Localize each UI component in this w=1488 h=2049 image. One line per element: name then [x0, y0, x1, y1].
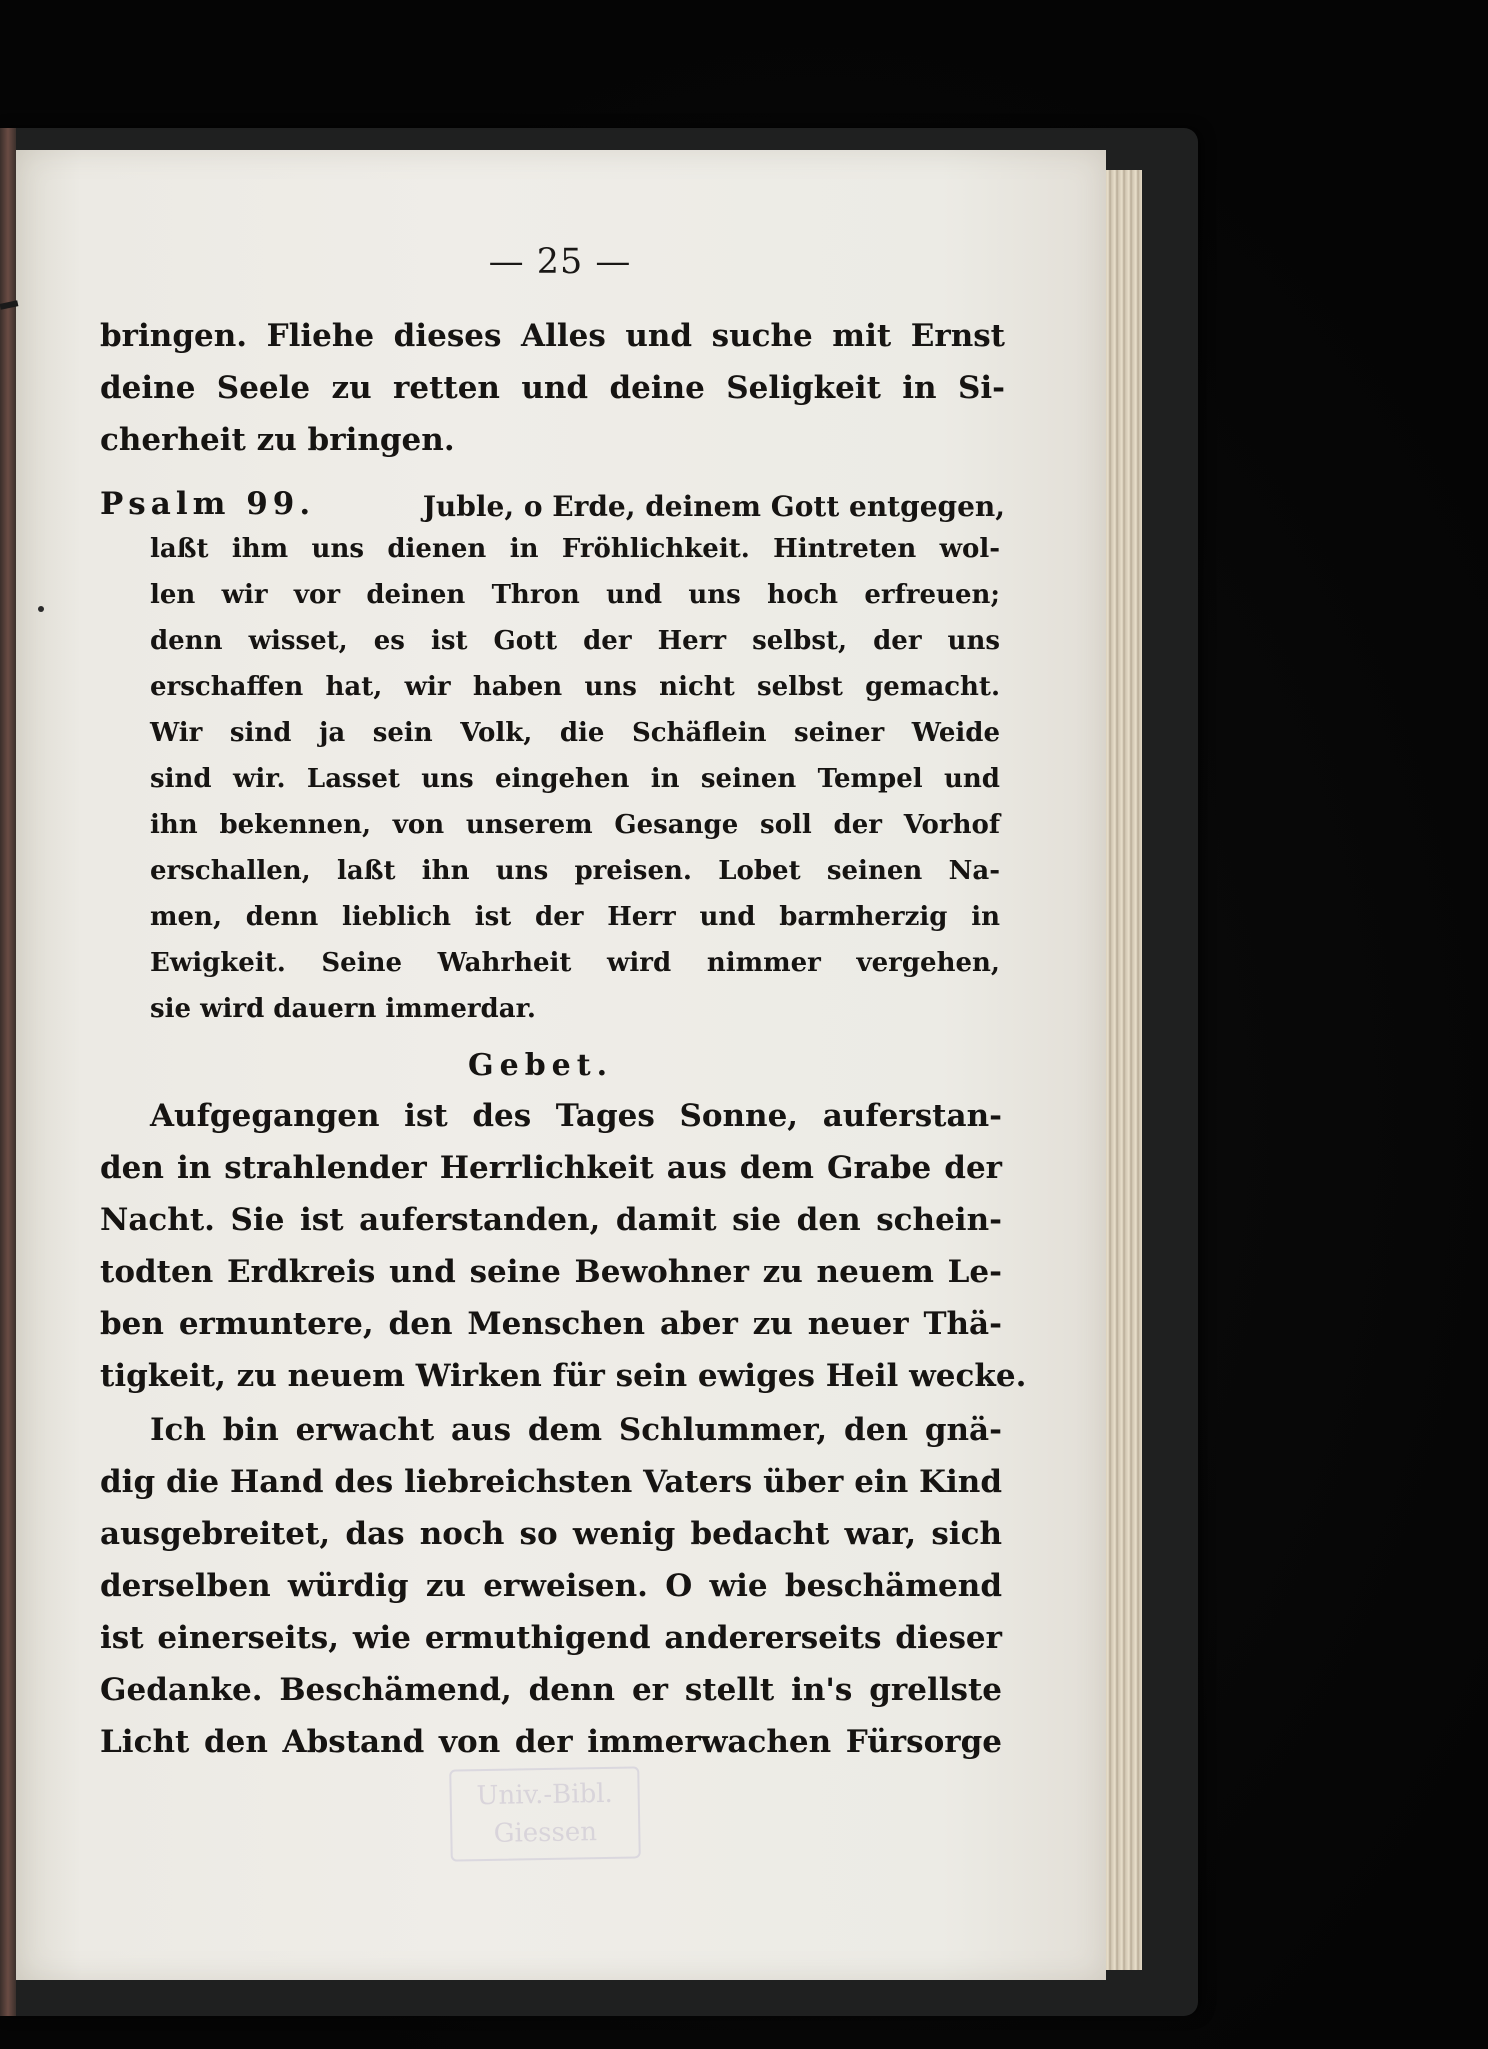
psalm-line: ihn bekennen, von unserem Gesange soll der Vorhof: [150, 810, 1000, 840]
psalm-line: denn wisset, es ist Gott der Herr selbst, der uns: [150, 626, 1000, 656]
prayer-line: todten Erdkreis und seine Bewohner zu neuem Le-: [100, 1254, 1002, 1290]
library-stamp-text: Univ.-Bibl. Giessen: [476, 1778, 614, 1849]
prayer-line: Gedanke. Beschämend, denn er stellt in's grellste: [100, 1672, 1002, 1708]
prayer-line: Licht den Abstand von der immerwachen Fürsorge: [100, 1724, 1002, 1760]
library-stamp: [449, 1766, 641, 1861]
psalm-line: men, denn lieblich ist der Herr und barmherzig in: [150, 902, 1000, 932]
prayer-line: den in strahlender Herrlichkeit aus dem Grabe der: [100, 1150, 1002, 1186]
page-number: — 25 —: [488, 242, 632, 282]
prayer-line: ist einerseits, wie ermuthigend andererseits dieser: [100, 1620, 1002, 1656]
intro-line: deine Seele zu retten und deine Seligkeit in Si-: [100, 370, 1005, 406]
prayer-line: ausgebreitet, das noch so wenig bedacht war, sich: [100, 1516, 1002, 1552]
intro-line: cherheit zu bringen.: [100, 422, 455, 458]
psalm-line: sie wird dauern immerdar.: [150, 994, 536, 1024]
prayer-line: Aufgegangen ist des Tages Sonne, auferstan-: [150, 1098, 1002, 1134]
margin-dot: [38, 606, 44, 612]
book-spine: [0, 128, 16, 2016]
prayer-heading: Gebet.: [468, 1048, 614, 1083]
psalm-line: erschaffen hat, wir haben uns nicht selbst gemacht.: [150, 672, 1000, 702]
prayer-line: ben ermuntere, den Menschen aber zu neuer Thä-: [100, 1306, 1002, 1342]
psalm-first-line: [100, 486, 1005, 523]
prayer-line: tigkeit, zu neuem Wirken für sein ewiges Heil wecke.: [100, 1358, 1027, 1394]
psalm-line: Ewigkeit. Seine Wahrheit wird nimmer vergehen,: [150, 948, 1000, 978]
psalm-line: erschallen, laßt ihn uns preisen. Lobet seinen Na-: [150, 856, 1000, 886]
prayer-line: Ich bin erwacht aus dem Schlummer, den gnä-: [150, 1412, 1002, 1448]
psalm-line: Juble, o Erde, deinem Gott entgegen,: [422, 490, 1005, 523]
psalm-line: Wir sind ja sein Volk, die Schäflein seiner Weide: [150, 718, 1000, 748]
psalm-label: Psalm 99.: [100, 486, 316, 522]
prayer-line: Nacht. Sie ist auferstanden, damit sie den schein-: [100, 1202, 1002, 1238]
prayer-line: dig die Hand des liebreichsten Vaters über ein Kind: [100, 1464, 1002, 1500]
psalm-line: sind wir. Lasset uns eingehen in seinen Tempel und: [150, 764, 1000, 794]
psalm-line: laßt ihm uns dienen in Fröhlichkeit. Hintreten wol-: [150, 534, 1000, 564]
psalm-line: len wir vor deinen Thron und uns hoch erfreuen;: [150, 580, 1000, 610]
intro-line: bringen. Fliehe dieses Alles und suche mit Ernst: [100, 318, 1005, 354]
prayer-line: derselben würdig zu erweisen. O wie beschämend: [100, 1568, 1002, 1604]
